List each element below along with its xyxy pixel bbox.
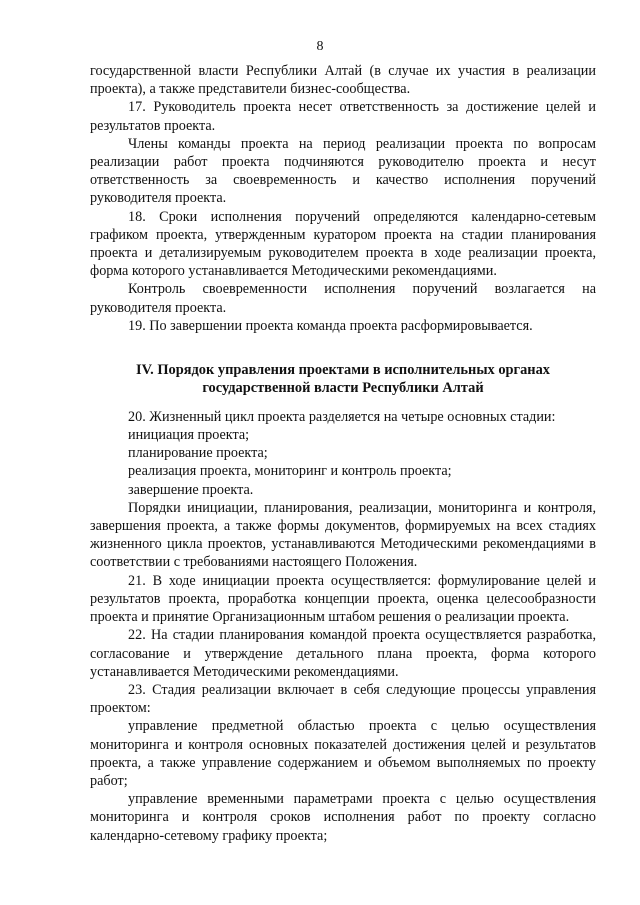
paragraph: 21. В ходе инициации проекта осуществляется: формулирование целей и результатов проекта, проработка концепции проекта, оценка целесообразности проекта и принятие Организационным штабом решения о реализации проекта. <box>90 572 596 626</box>
paragraph: Члены команды проекта на период реализации проекта по вопросам реализации работ проекта подчиняются руководителю проекта и несут ответственность за своевременность и качество исполнения поручений руководителя проекта. <box>90 135 596 207</box>
paragraph: государственной власти Республики Алтай (в случае их участия в реализации проекта), а также представители бизнес-сообщества. <box>90 63 596 98</box>
paragraph: 22. На стадии планирования командой проекта осуществляется разработка, согласование и утверждение детального плана проекта, форма которого устанавливается Методическими рекомендациями. <box>90 627 596 680</box>
document-body <box>90 62 596 845</box>
paragraph: 18. Сроки исполнения поручений определяются календарно-сетевым графиком проекта, утвержденным куратором проекта на стадии планирования проекта и детализируемым руководителем проекта в ходе реализации проекта, форма которого устанавливается Методическими рекомендациями. <box>90 208 596 280</box>
paragraph: 17. Руководитель проекта несет ответственность за достижение целей и результатов проекта. <box>90 99 596 134</box>
paragraph: инициация проекта; <box>128 427 250 444</box>
paragraphs-after-heading <box>90 408 596 845</box>
paragraph: Контроль своевременности исполнения поручений возлагается на руководителя проекта. <box>90 281 596 316</box>
paragraph: 23. Стадия реализации включает в себя следующие процессы управления проектом: <box>90 681 596 717</box>
paragraph: 20. Жизненный цикл проекта разделяется на четыре основных стадии: <box>128 408 556 425</box>
section-heading-line-1: IV. Порядок управления проектами в исполнительных органах <box>136 362 550 379</box>
paragraphs-before-heading <box>90 62 596 335</box>
paragraph: реализация проекта, мониторинг и контроль проекта; <box>128 463 452 480</box>
paragraph: планирование проекта; <box>128 445 268 462</box>
paragraph: 19. По завершении проекта команда проекта расформировывается. <box>128 317 533 334</box>
section-heading-line-2: государственной власти Республики Алтай <box>202 380 484 397</box>
section-heading <box>90 361 596 398</box>
paragraph: Порядки инициации, планирования, реализации, мониторинга и контроля, завершения проекта, а также формы документов, формируемых на всех стадиях жизненного цикла проектов, устанавливаются Методическими рекомендациями в соответствии с требованиями настоящего Положения. <box>90 499 596 571</box>
paragraph: завершение проекта. <box>128 481 254 498</box>
page-number: 8 <box>316 39 324 54</box>
paragraph: управление предметной областью проекта с целью осуществления мониторинга и контроля основных показателей достижения целей и результатов проекта, а также управление содержанием и объемом выполняемых по проекту работ; <box>90 718 596 789</box>
paragraph: управление временными параметрами проекта с целью осуществления мониторинга и контроля сроков исполнения работ по проекту согласно календарно-сетевому графику проекта; <box>90 791 596 844</box>
